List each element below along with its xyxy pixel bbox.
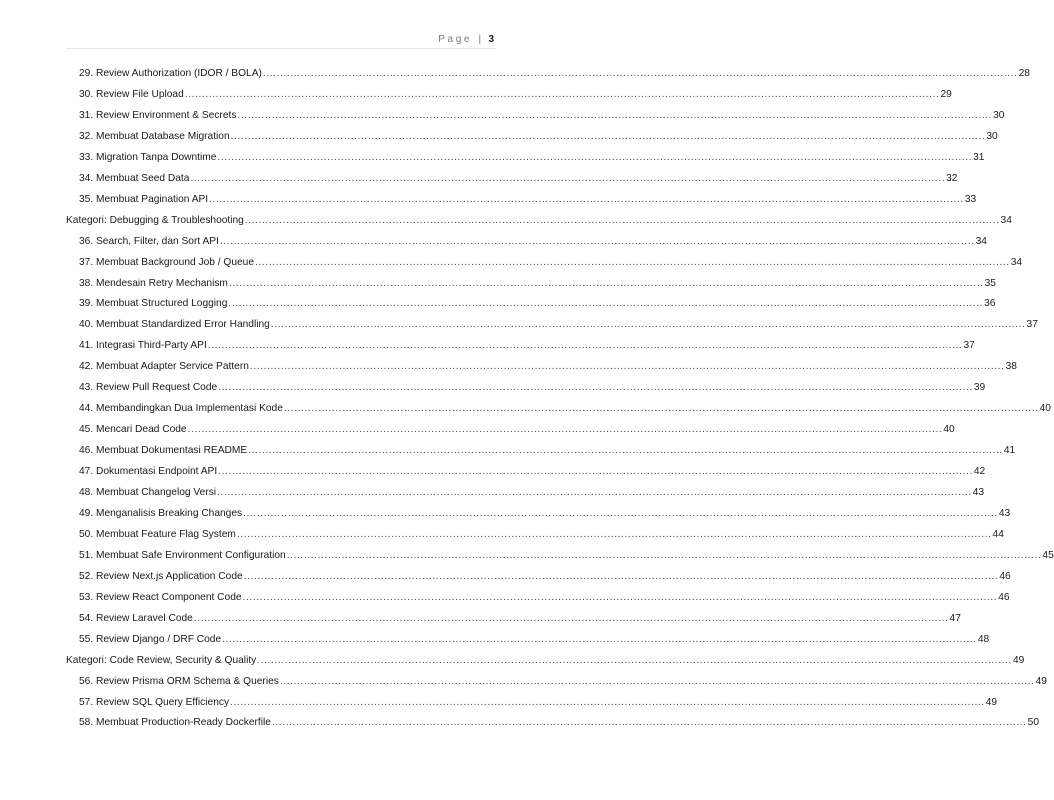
toc-entry-label: 57. Review SQL Query Efficiency bbox=[79, 696, 230, 708]
toc-entry-label: 58. Membuat Production-Ready Dockerfile bbox=[79, 717, 271, 729]
toc-entry-label: 31. Review Environment & Secrets bbox=[79, 109, 237, 121]
toc-entry-label: 40. Membuat Standardized Error Handling bbox=[79, 319, 270, 331]
header-separator: | bbox=[478, 34, 482, 45]
toc-leader-dots: ............................................................................................................................................................................................................................ bbox=[193, 612, 949, 624]
toc-leader-dots: ............................................................................................................................................................................................................................ bbox=[207, 340, 963, 352]
toc-entry[interactable] bbox=[79, 612, 961, 626]
toc-entry-page: 49 bbox=[1035, 675, 1047, 687]
toc-leader-dots: ............................................................................................................................................................................................................................ bbox=[218, 382, 973, 394]
toc-entry-page: 32 bbox=[946, 172, 958, 184]
toc-leader-dots: ............................................................................................................................................................................................................................ bbox=[184, 88, 940, 100]
toc-leader-dots: ............................................................................................................................................................................................................................ bbox=[283, 403, 1039, 415]
toc-entry-label: 45. Mencari Dead Code bbox=[79, 424, 187, 436]
toc-leader-dots: ............................................................................................................................................................................................................................ bbox=[228, 298, 984, 310]
toc-entry-page: 30 bbox=[986, 130, 998, 142]
toc-entry[interactable] bbox=[79, 381, 986, 395]
toc-entry-page: 50 bbox=[1027, 717, 1040, 729]
toc-leader-dots: ............................................................................................................................................................................................................................ bbox=[219, 235, 975, 247]
toc-entry-page: 42 bbox=[973, 466, 986, 478]
page-word: Page bbox=[438, 34, 473, 45]
toc-leader-dots: ............................................................................................................................................................................................................................ bbox=[230, 696, 985, 708]
toc-entry-label: Kategori: Code Review, Security & Quality bbox=[66, 654, 257, 666]
toc-entry-label: 41. Integrasi Third-Party API bbox=[79, 340, 207, 352]
toc-entry-page: 40 bbox=[943, 424, 955, 436]
toc-leader-dots: ............................................................................................................................................................................................................................ bbox=[222, 633, 977, 645]
toc-entry-page: 46 bbox=[998, 591, 1010, 603]
toc-entry-page: 34 bbox=[1000, 214, 1012, 226]
toc-entry[interactable] bbox=[79, 633, 990, 647]
toc-entry-page: 34 bbox=[1010, 256, 1023, 268]
toc-entry-page: 47 bbox=[949, 612, 961, 624]
toc-entry[interactable] bbox=[79, 528, 1004, 542]
toc-entry[interactable] bbox=[79, 277, 996, 291]
toc-entry-label: 29. Review Authorization (IDOR / BOLA) bbox=[79, 68, 262, 79]
toc-entry[interactable] bbox=[79, 444, 1016, 458]
toc-entry-page: 41 bbox=[1003, 445, 1016, 457]
toc-entry-page: 45 bbox=[1042, 549, 1054, 561]
toc-leader-dots: ............................................................................................................................................................................................................................ bbox=[230, 130, 986, 142]
toc-leader-dots: ............................................................................................................................................................................................................................ bbox=[242, 591, 998, 603]
toc-leader-dots: ............................................................................................................................................................................................................................ bbox=[236, 528, 992, 540]
toc-entry-label: 54. Review Laravel Code bbox=[79, 612, 193, 624]
toc-entry-page: 40 bbox=[1039, 403, 1051, 415]
toc-entry-page: 29 bbox=[940, 88, 952, 100]
toc-entry[interactable] bbox=[79, 318, 1038, 332]
toc-leader-dots: ............................................................................................................................................................................................................................ bbox=[271, 717, 1027, 729]
toc-entry-page: 44 bbox=[992, 528, 1004, 540]
toc-leader-dots: ............................................................................................................................................................................................................................ bbox=[237, 109, 993, 121]
toc-entry[interactable] bbox=[79, 67, 1030, 81]
toc-entry-label: 32. Membuat Database Migration bbox=[79, 130, 230, 142]
toc-entry-label: 47. Dokumentasi Endpoint API bbox=[79, 466, 218, 478]
toc-entry[interactable] bbox=[79, 130, 998, 144]
toc-entry-page: 34 bbox=[975, 235, 987, 247]
toc-leader-dots: ............................................................................................................................................................................................................................ bbox=[218, 466, 973, 478]
toc-entry-page: 35 bbox=[984, 277, 996, 289]
toc-leader-dots: ............................................................................................................................................................................................................................ bbox=[209, 193, 964, 205]
toc-entry[interactable] bbox=[79, 297, 996, 311]
toc-leader-dots: ............................................................................................................................................................................................................................ bbox=[187, 424, 943, 436]
toc-entry-label: 49. Menganalisis Breaking Changes bbox=[79, 507, 243, 519]
toc-entry[interactable] bbox=[79, 256, 1023, 270]
toc-entry-page: 37 bbox=[1026, 319, 1038, 331]
toc-entry-label: 37. Membuat Background Job / Queue bbox=[79, 256, 254, 268]
toc-entry-label: 46. Membuat Dokumentasi README bbox=[79, 445, 248, 457]
toc-entry[interactable] bbox=[79, 696, 998, 710]
toc-leader-dots: ............................................................................................................................................................................................................................ bbox=[262, 68, 1018, 79]
page-number: 3 bbox=[488, 34, 494, 45]
toc-entry[interactable] bbox=[79, 360, 1017, 374]
toc-entry[interactable] bbox=[79, 402, 1051, 416]
toc-entry[interactable] bbox=[79, 193, 977, 207]
toc-entry-label: 33. Migration Tanpa Downtime bbox=[79, 151, 217, 163]
toc-leader-dots: ............................................................................................................................................................................................................................ bbox=[217, 151, 973, 163]
toc-entry-page: 33 bbox=[964, 193, 977, 205]
toc-entry-page: 37 bbox=[963, 340, 975, 352]
toc-entry[interactable] bbox=[79, 235, 987, 249]
toc-entry-label: 55. Review Django / DRF Code bbox=[79, 633, 222, 645]
toc-entry[interactable] bbox=[79, 716, 1040, 730]
toc-entry-page: 28 bbox=[1018, 68, 1030, 79]
toc-leader-dots: ............................................................................................................................................................................................................................ bbox=[257, 654, 1012, 666]
toc-entry-label: 52. Review Next.js Application Code bbox=[79, 570, 243, 582]
toc-leader-dots: ............................................................................................................................................................................................................................ bbox=[270, 319, 1026, 331]
toc-entry[interactable] bbox=[79, 172, 958, 186]
toc-entry-label: 56. Review Prisma ORM Schema & Queries bbox=[79, 675, 279, 687]
toc-entry-page: 48 bbox=[977, 633, 990, 645]
header-rule bbox=[66, 48, 496, 49]
toc-entry[interactable] bbox=[79, 88, 952, 102]
toc-category-entry[interactable] bbox=[66, 654, 1025, 668]
toc-leader-dots: ............................................................................................................................................................................................................................ bbox=[190, 172, 946, 184]
toc-entry-page: 43 bbox=[972, 487, 985, 498]
toc-entry[interactable] bbox=[79, 675, 1047, 689]
page-header bbox=[438, 34, 494, 45]
toc-entry[interactable] bbox=[79, 151, 985, 165]
toc-entry-label: 43. Review Pull Request Code bbox=[79, 382, 218, 394]
toc-entry-label: 51. Membuat Safe Environment Configuration bbox=[79, 549, 286, 561]
toc-leader-dots: ............................................................................................................................................................................................................................ bbox=[248, 445, 1003, 457]
toc-entry[interactable] bbox=[79, 109, 1005, 123]
toc-entry-label: 48. Membuat Changelog Versi bbox=[79, 487, 217, 498]
toc-entry-label: 39. Membuat Structured Logging bbox=[79, 298, 228, 310]
toc-entry[interactable] bbox=[79, 339, 975, 353]
toc-entry-page: 36 bbox=[984, 298, 996, 310]
toc-entry[interactable] bbox=[79, 591, 1010, 605]
toc-entry-page: 43 bbox=[998, 507, 1011, 519]
toc-leader-dots: ............................................................................................................................................................................................................................ bbox=[249, 361, 1005, 373]
toc-entry-label: 34. Membuat Seed Data bbox=[79, 172, 190, 184]
toc-category-entry[interactable] bbox=[66, 214, 1012, 228]
toc-entry[interactable] bbox=[79, 570, 1011, 584]
toc-leader-dots: ............................................................................................................................................................................................................................ bbox=[279, 675, 1035, 687]
toc-entry-label: 42. Membuat Adapter Service Pattern bbox=[79, 361, 249, 373]
toc-entry-label: 35. Membuat Pagination API bbox=[79, 193, 209, 205]
toc-entry-page: 30 bbox=[993, 109, 1005, 121]
toc-entry-page: 39 bbox=[973, 382, 986, 394]
toc-leader-dots: ............................................................................................................................................................................................................................ bbox=[255, 256, 1010, 268]
toc-entry-page: 46 bbox=[999, 570, 1011, 582]
toc-leader-dots: ............................................................................................................................................................................................................................ bbox=[217, 487, 972, 498]
toc-entry-page: 31 bbox=[973, 151, 985, 163]
toc-entry[interactable] bbox=[79, 486, 985, 500]
toc-entry[interactable] bbox=[79, 465, 986, 479]
toc-leader-dots: ............................................................................................................................................................................................................................ bbox=[244, 214, 1000, 226]
toc-entry[interactable] bbox=[79, 507, 1011, 521]
toc-entry-page: 49 bbox=[1012, 654, 1025, 666]
toc-entry-page: 38 bbox=[1005, 361, 1017, 373]
toc-leader-dots: ............................................................................................................................................................................................................................ bbox=[228, 277, 984, 289]
toc-entry-label: 53. Review React Component Code bbox=[79, 591, 242, 603]
toc-leader-dots: ............................................................................................................................................................................................................................ bbox=[286, 549, 1042, 561]
toc-entry-label: 36. Search, Filter, dan Sort API bbox=[79, 235, 219, 247]
toc-entry-label: Kategori: Debugging & Troubleshooting bbox=[66, 214, 244, 226]
toc-entry-label: 30. Review File Upload bbox=[79, 88, 184, 100]
toc-entry-label: 44. Membandingkan Dua Implementasi Kode bbox=[79, 403, 283, 415]
toc-entry-label: 38. Mendesain Retry Mechanism bbox=[79, 277, 228, 289]
toc-entry[interactable] bbox=[79, 423, 955, 437]
toc-entry-page: 49 bbox=[985, 696, 998, 708]
toc-entry[interactable] bbox=[79, 549, 1054, 563]
toc-leader-dots: ............................................................................................................................................................................................................................ bbox=[243, 570, 999, 582]
toc-leader-dots: ............................................................................................................................................................................................................................ bbox=[243, 507, 998, 519]
toc-entry-label: 50. Membuat Feature Flag System bbox=[79, 528, 236, 540]
